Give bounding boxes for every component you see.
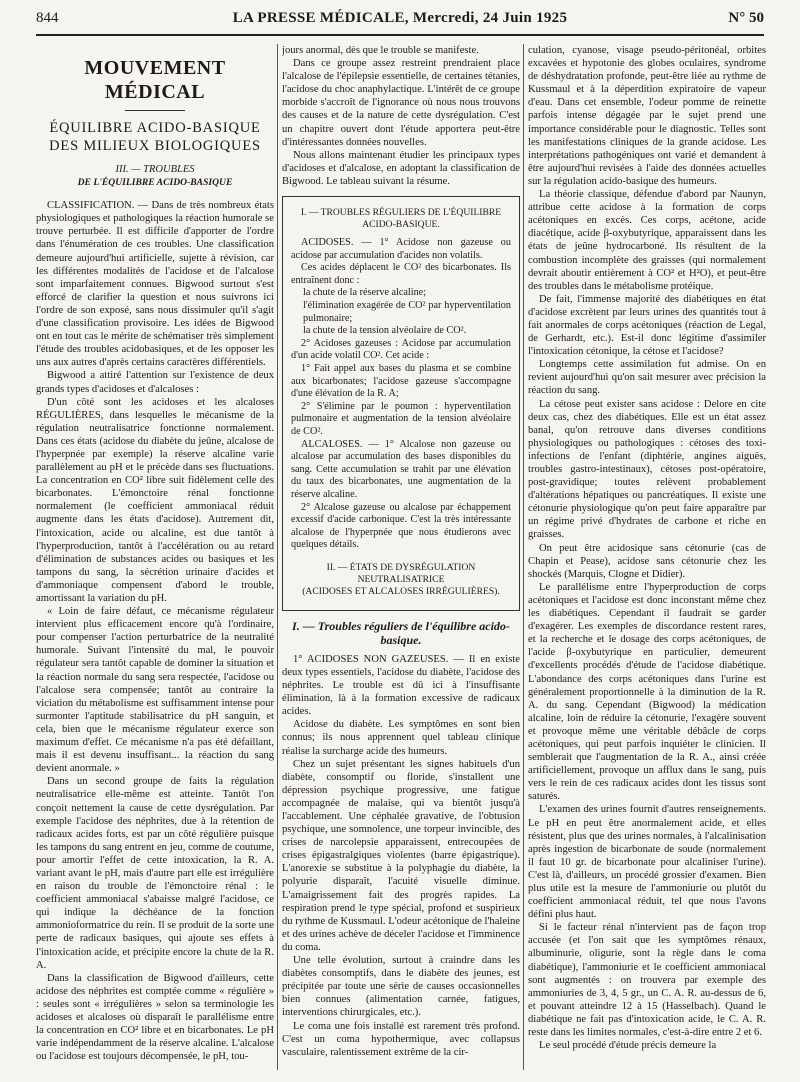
table-heading: I. — TROUBLES RÉGULIERS DE L'ÉQUILIBRE ACIDO-BASIQUE. (300, 207, 502, 231)
paragraph: CLASSIFICATION. — Dans de très nombreux états physiologiques et pathologiques la réaction humorale se trouve perturbée. Il est difficile d'apporter de l'ordre dans l'énumération de ces troubles. Une classification demeure aujourd'hui artificielle, sujette à révision, car les différentes modalités de l'acidose et de l'alcalose sont imparfaitement connues. Bigwood surtout s'est efforcé de clarifier la question et nous suivrons ici l'ordre de son exposé, sans nous dissimuler qu'il s'agit d'une classification provisoire. Les idées de Bigwood ont en tout cas le mérite de schématiser très simplement l'étude des troubles acidobasiques, et de les opposer les uns aux autres d'après certains caractères différentiels. (36, 200, 274, 369)
list-item: l'élimination exagérée de CO² par hyperventilation pulmonaire; (303, 300, 511, 324)
paragraph: « Loin de faire défaut, ce mécanisme régulateur intervient plus efficacement encore qu'à l'ordinaire, pour compenser l'action perturbatrice de la neutralité humorale. Suivant l'intensité du mal, le pouvoir régulateur sera tantôt capable de dominer la situation et la réaction normale du sang sera respectée, l'acidose ou l'alcalose sera compensée; tantôt au contraire la viciation du métabolisme est suffisamment intense pour surmonter l'aptitude stabilisatrice du pH sanguin, et cela, bien que le mécanisme régulateur exerce son maximum d'effet. Ce mécanisme n'a pas été défaillant, mais il est devenu insuffisant... la réaction du sang devient anormale. » (36, 606, 274, 775)
paragraph: Longtemps cette assimilation fut admise. On en revient aujourd'hui qu'on sait mesurer avec précision la réaction du sang. (528, 359, 766, 397)
list-item: la chute de la réserve alcaline; (303, 287, 427, 299)
table-text: 2° S'élimine par le poumon : hyperventilation pulmonaire et augmentation de la tension alvéolaire de CO². (291, 400, 511, 437)
table-heading-2-sub: (ACIDOSES ET ALCALOSES IRRÉGULIÈRES). (302, 585, 500, 597)
column-1 (36, 44, 274, 1074)
page-number: 844 (36, 10, 59, 26)
paragraph: Le coma une fois installé est rarement très profond. C'est un coma hypothermique, avec collapsus vasculaire, ralentissement extrême de la cir- (282, 1020, 520, 1058)
paragraph: Dans la classification de Bigwood d'ailleurs, cette acidose des néphrites est comptée comme « régulière » : seules sont « irrégulières » selon sa terminologie les acidoses et alcaloses où disparaît le parallélisme entre la concentration en CO² libre et en bicarbonates. Le pH varie indépendamment de la réserve alcaline. L'alcalose ou l'acidose est toujours décompensée, le pH, tou- (36, 972, 274, 1063)
paragraph: On peut être acidosique sans cétonurie (cas de Chapin et Pease), acidose sans cétonurie chez les shockés (Marquis, Clogne et Didier). (528, 542, 766, 580)
title-rule (125, 110, 185, 111)
header-rule (36, 34, 764, 36)
paragraph: 1° ACIDOSES NON GAZEUSES. — Il en existe deux types essentiels, l'acidose du diabète, l'acidose des néphrites. Le trouble est dû ici à l'insuffisante élimination, là à la formation excessive de radicaux acides. (282, 653, 520, 718)
paragraph: jours anormal, dès que le trouble se manifeste. (282, 45, 479, 56)
paragraph: Si le facteur rénal n'intervient pas de façon trop accusée (et l'on sait que les symptômes rénaux, albuminurie, oligurie, sont la règle dans le coma diabétique), l'ammoniurie et le coefficient ammoniacal sont augmentés : on trouvera par exemple des ammoniuries de 3, 4, 5 gr., un C. A. R. au-dessus de 6, et pouvant atteindre 12 à 15 (Hasselbach). Quand le diabétique ne fait pas d'intoxication acide, le C. A. R. reste dans les limites normales, c'est-à-dire entre 2 et 6. (528, 922, 766, 1039)
paragraph: Acidose du diabète. Les symptômes en sont bien connus; ils nous apprennent quel tableau clinique réalise la surcharge acide des humeurs. (282, 719, 520, 757)
paragraph: Nous allons maintenant étudier les principaux types d'acidoses et d'alcalose, en adoptant la classification de Bigwood. Le tableau suivant la résume. (282, 149, 520, 187)
paragraph: Le seul procédé d'étude précis demeure la (539, 1040, 717, 1052)
paragraph: La cétose peut exister sans acidose : Delore en cite deux cas, chez des diabétiques. Elle est un état assez banal, qu'on retrouve dans diverses conditions physiologiques ou pathologiques : cétoses des toxi-infections de l'enfant (diphtérie, angines aiguës, troubles gastro-intestinaux), cétoses post-opératoire, post-gravidique; toutes relèvent probablement d'altérations hépatiques ou pancréatiques. Il existe une cétonurie physiologique qu'on peut faire apparaître par un régime privé d'hydrates de carbone et riche en graisses. (528, 398, 766, 541)
table-text: Ces acides déplacent le CO² des bicarbonates. Ils entraînent donc : (291, 262, 511, 286)
table-text: ALCALOSES. — 1° Alcalose non gazeuse ou alcalose par accumulation des bases disponibles du sang. Cette accumulation se trahit par une élévation du taux des bicarbonates, une augmentation de la réserve alcaline. (291, 438, 511, 500)
subsection-heading: I. — Troubles réguliers de l'équilibre acido-basique. (292, 618, 510, 647)
summary-table (282, 196, 520, 611)
paragraph: Une telle évolution, surtout à craindre dans les diabètes consomptifs, dans le diabète des jeunes, est précipitée par toute une série de causes occasionnelles bien connues (alimentation carnée, fatigues, interventions chirurgicales, etc.). (282, 955, 520, 1019)
paragraph: De fait, l'immense majorité des diabétiques en état d'acidose excrètent par leurs urines des quantités tout à fait anormales de corps acétoniques (réaction de Legal, de Gerhardt, etc.). Est-il donc légitime d'assimiler l'intoxication cétonique, la cétose et l'acidose? (528, 293, 766, 358)
column-3 (528, 44, 766, 1074)
table-text: 1° Fait appel aux bases du plasma et se combine aux bicarbonates; l'acidose gazeuse s'accompagne d'une élévation de la R. A; (291, 362, 511, 400)
article-title: ÉQUILIBRE ACIDO-BASIQUE DES MILIEUX BIOLOGIQUES (49, 120, 261, 154)
paragraph: Le parallélisme entre l'hyperproduction de corps acétoniques et l'acidose est donc inconstant même chez les diabétiques. Cependant il faudrait se garder d'exagérer. Les exemples de discordance restent rares, et la recherche et le dosage des corps acétoniques, de l'acide β-oxybutyrique en particulier, demeurent d'excellents procédés d'étude de l'acidose diabétique. L'abondance des corps acétoniques dans l'urine est généralement proportionnelle à la diminution de la R. A. du sang. Cependant (Bigwood) la médication alcaline, loin de réduire la cétonurie, l'exagère souvent et provoque même une véritable débâcle de corps acétoniques, qui peut parfois inquiéter le clinicien. Il semblerait que l'augmentation de la R. A., ainsi créée artificiellement, provoque un afflux dans le sang, puis vers le rein de ces radicaux acides dont les tissus sont saturés. (528, 581, 766, 803)
list-item: la chute de la tension alvéolaire de CO². (303, 325, 467, 337)
paragraph: Bigwood a attiré l'attention sur l'existence de deux grands types d'acidoses et d'alcaloses : (36, 370, 274, 395)
section-title: MOUVEMENT MÉDICAL (84, 57, 226, 103)
column-divider-1 (277, 44, 278, 1070)
paragraph: La théorie classique, défendue d'abord par Naunyn, attribue cette acidose à la formation de corps acétoniques en excès. Ces corps, acétone, acide diacétique, acide β-oxybutyrique, apparaissent dans les états de jeûne hydrocarboné. Ils résultent de la combustion incomplète des graisses (qui normalement devrait aboutir entièrement à CO² et H²O), et peut-être des troubles dans le métabolisme protéique. (528, 189, 766, 292)
paragraph: Dans ce groupe assez restreint prendraient place l'alcalose de l'épilepsie essentielle, de certaines tétanies, l'acidose du choc anaphylactique. L'intérêt de ce groupe morbide s'accroît de l'ignorance où nous nous trouvons des causes et de la nature de cette dysrégulation. C'est un chapitre ouvert dont l'étude apportera peut-être d'intéressantes données nouvelles. (282, 58, 520, 148)
paragraph: D'un côté sont les acidoses et les alcaloses RÉGULIÈRES, dans lesquelles le mécanisme de la régulation neutralisatrice fonctionne normalement. Dans ces états (acidose du diabète du jeûne, alcalose de l'hyperpnée par exemple) la réserve alcaline varie parallèlement au pH et le précède dans ses fluctuations. La concentration en CO² libre suit fidèlement celle des bicarbonates. L'émonctoire rénal fonctionne normalement (le coefficient ammoniacal réduit augmente dans les états d'acidose). Autrement dit, l'intoxication, acide ou alcaline, est due tantôt à l'hyperproduction, tantôt à l'accélération ou au retard d'élimination de substances acides ou basiques et les tampons du sang, la sécrétion urinaire d'acides et d'ammoniaque compensent d'abord le trouble, amortissant la variation du pH. (36, 396, 274, 604)
paragraph: L'examen des urines fournit d'autres renseignements. Le pH en peut être anormalement acide, et elles résistent, plus que des urines normales, à l'alcalinisation après ingestion de bicarbonate de soude (normalement il faut 10 gr. de bicarbonate pour alcaliniser l'urine). C'est là, d'ailleurs, un procédé grossier d'examen. Bien plus utile est la mesure de l'ammoniurie ou plutôt du coefficient ammoniacal réduit, tel que nous l'avons défini plus haut. (528, 804, 766, 921)
issue-number: N° 50 (728, 10, 764, 26)
table-text: 2° Acidoses gazeuses : Acidose par accumulation d'un acide volatil CO². Cet acide : (291, 337, 511, 362)
page-header (36, 8, 764, 34)
table-list (291, 287, 511, 337)
paragraph: Dans un second groupe de faits la régulation neutralisatrice elle-même est atteinte. Tantôt l'on conçoit nettement la cause de cette dysrégulation. Par exemple l'acidose des néphrites, due à la rétention de radicaux acides forts, est par un côté régulière puisque les tampons du sang entrent en jeu, comme de coutume, pour amortir l'effet de cette intoxication, la R. A. variant avant le pH, mais d'autre part elle est irrégulière en raison du trouble de l'émonctoire rénal : le coefficient ammoniacal s'abaisse malgré l'acidose, ce qui indique la déchéance de la fonction ammonioformatrice du rein. Il se produit de la sorte une perte de radicaux basiques, qui ajoute ses effets à l'intoxication acide, et précipite encore la chute de la R. A. (36, 776, 274, 971)
column-divider-2 (523, 44, 524, 1070)
table-heading-2: II. — ÉTATS DE DYSRÉGULATION NEUTRALISATRICE (326, 561, 476, 585)
table-text: ACIDOSES. — 1° Acidose non gazeuse ou acidose par accumulation d'acides non volatils. (291, 237, 511, 261)
paragraph: culation, cyanose, visage pseudo-péritonéal, orbites excavées et hypotonie des globes oculaires, syndrome de déshydratation profonde, peut-être liée au rythme de Kussmaul et à la déperdition expiratoire de vapeur d'eau. Dans cet ensemble, l'odeur pomme de reinette parfois intense dégagée par le sujet prend une importance considérable pour le diagnostic. Telles sont les manifestations cliniques de la grande acidose. Les interprétations pathogéniques ont varié et demandent à être aujourd'hui revisées à l'aide des données actuelles sur la régulation acido-basique des humeurs. (528, 45, 766, 187)
paragraph: Chez un sujet présentant les signes habituels d'un diabète, consomptif ou floride, s'installent une dépression psychique progressive, une fatigue accompagnée de malaise, qui va bientôt jusqu'à l'accablement. Une céphalée gravative, de l'obtusion psychique, une somnolence, une torpeur invincible, des crises de narcolepsie apparaissent, entrecoupées de crises épigastralgiques violentes (barre épigastrique). L'anorexie se substitue à la polyphagie du diabète, la polyurie disparaît, l'acuité visuelle diminue. L'amaigrissement fait des progrès rapides. La respiration prend le type spécial, profond et suspirieux du rythme de Kussmaul. L'odeur acétonique de l'haleine et des urines achève de déceler l'acidose et l'imminence du coma. (282, 758, 520, 953)
journal-title: LA PRESSE MÉDICALE, Mercredi, 24 Juin 1925 (232, 10, 568, 26)
article-subtitle-2: DE L'ÉQUILIBRE ACIDO-BASIQUE (77, 177, 233, 189)
column-2 (282, 44, 520, 1074)
article-subtitle: III. — TROUBLES (115, 164, 195, 175)
table-text: 2° Alcalose gazeuse ou alcalose par échappement excessif d'acide carbonique. C'est la très intéressante alcalose de l'hyperpnée que nous étudierons avec quelques détails. (291, 501, 511, 551)
